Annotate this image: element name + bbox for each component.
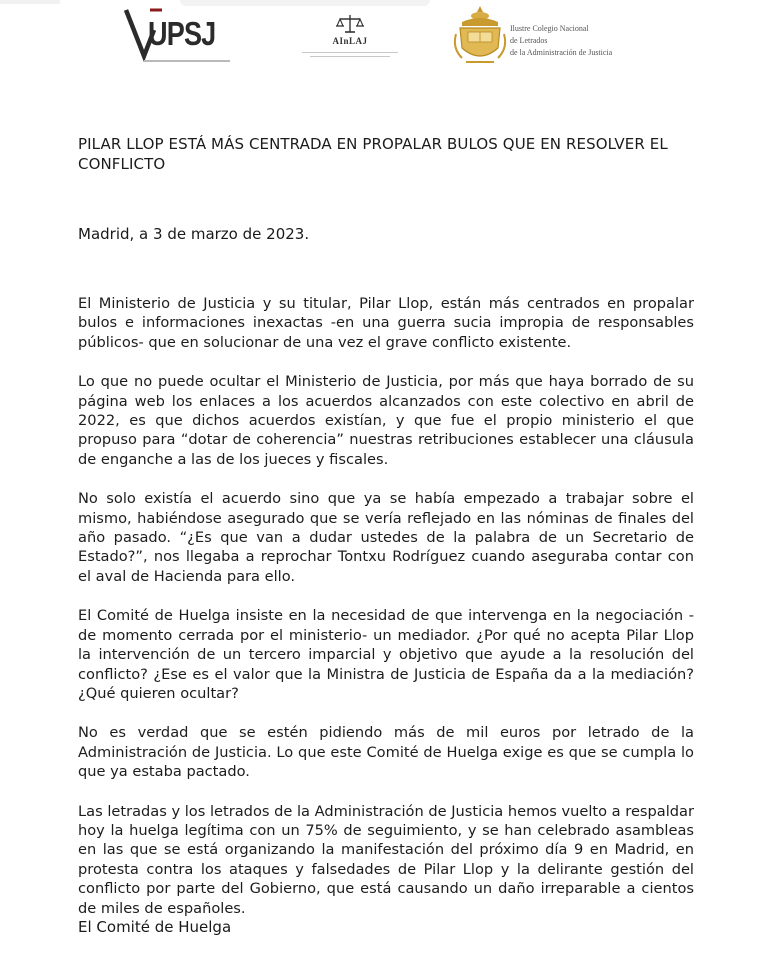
ainlaj-logo-text: AInLAJ: [332, 36, 368, 46]
body-paragraph: No solo existía el acuerdo sino que ya se había empezado a trabajar sobre el mismo, habiéndose asegurado que se vería reflejado en las nóminas de finales del año pasado. “¿Es que van a dudar ustedes de la palabra de un Secretario de Estado?”, nos llegaba a reprochar Tontxu Rodríguez cuando aseguraba contar con el aval de Hacienda para ello.: [78, 490, 694, 585]
body-paragraph: No es verdad que se estén pidiendo más de mil euros por letrado de la Administración de Justicia. Lo que este Comité de Huelga exige es que se cumpla lo que ya estaba pactado.: [78, 724, 694, 781]
body-paragraph: El Comité de Huelga insiste en la necesidad de que intervenga en la negociación -de momento cerrada por el ministerio- un mediador. ¿Por qué no acepta Pilar Llop la intervención de un tercero imparcial y objetivo que ayude a la resolución del conflicto? ¿Ese es el valor que la Ministra de Justicia de España da a la mediación? ¿Qué quieren ocultar?: [78, 607, 694, 702]
ainlaj-fine-print: [310, 56, 390, 57]
colegio-name-line-2: de Letrados: [510, 36, 548, 45]
document-body: [78, 294, 694, 938]
ainlaj-fine-print: [302, 52, 398, 53]
scales-of-justice-icon: [296, 12, 404, 36]
coat-of-arms-icon: [452, 4, 508, 68]
upsj-logo: [124, 6, 234, 68]
page-edge: [0, 0, 60, 4]
document-title: PILAR LLOP ESTÁ MÁS CENTRADA EN PROPALAR BULOS QUE EN RESOLVER EL CONFLICTO: [78, 135, 668, 173]
dateline: Madrid, a 3 de marzo de 2023.: [78, 225, 310, 243]
body-paragraph: Las letradas y los letrados de la Administración de Justicia hemos vuelto a respaldar hoy la huelga legítima con un 75% de seguimiento, y se han celebrado asambleas en las que se está organizando la manifestación del próximo día 9 en Madrid, en protesta contra los ataques y falsedades de Pilar Llop y la delirante gestión del conflicto por parte del Gobierno, que está causando un daño irreparable a cientos de miles de españoles.: [78, 802, 694, 917]
body-paragraph: El Ministerio de Justicia y su titular, Pilar Llop, están más centrados en propalar bulos e informaciones inexactas -en una guerra sucia impropia de responsables públicos- que en solucionar de una vez el grave conflicto existente.: [78, 295, 694, 351]
signature: El Comité de Huelga: [78, 918, 232, 936]
colegio-logo: [452, 4, 652, 68]
colegio-name-line-1: Ilustre Colegio Nacional: [510, 24, 589, 33]
upsj-logo-text: UPSJ: [148, 15, 216, 52]
ainlaj-logo: [296, 12, 404, 64]
body-paragraph: Lo que no puede ocultar el Ministerio de Justicia, por más que haya borrado de su página web los enlaces a los acuerdos alcanzados con este colectivo en abril de 2022, es que dichos acuerdos existían, y que fue el propio ministerio el que propuso para “dotar de coherencia” nuestras retribuciones establecer una cláusula de enganche a las de los jueces y fiscales.: [78, 373, 694, 468]
colegio-name-line-3: de la Administración de Justicia: [510, 48, 613, 57]
upsj-tagline: [144, 60, 230, 62]
